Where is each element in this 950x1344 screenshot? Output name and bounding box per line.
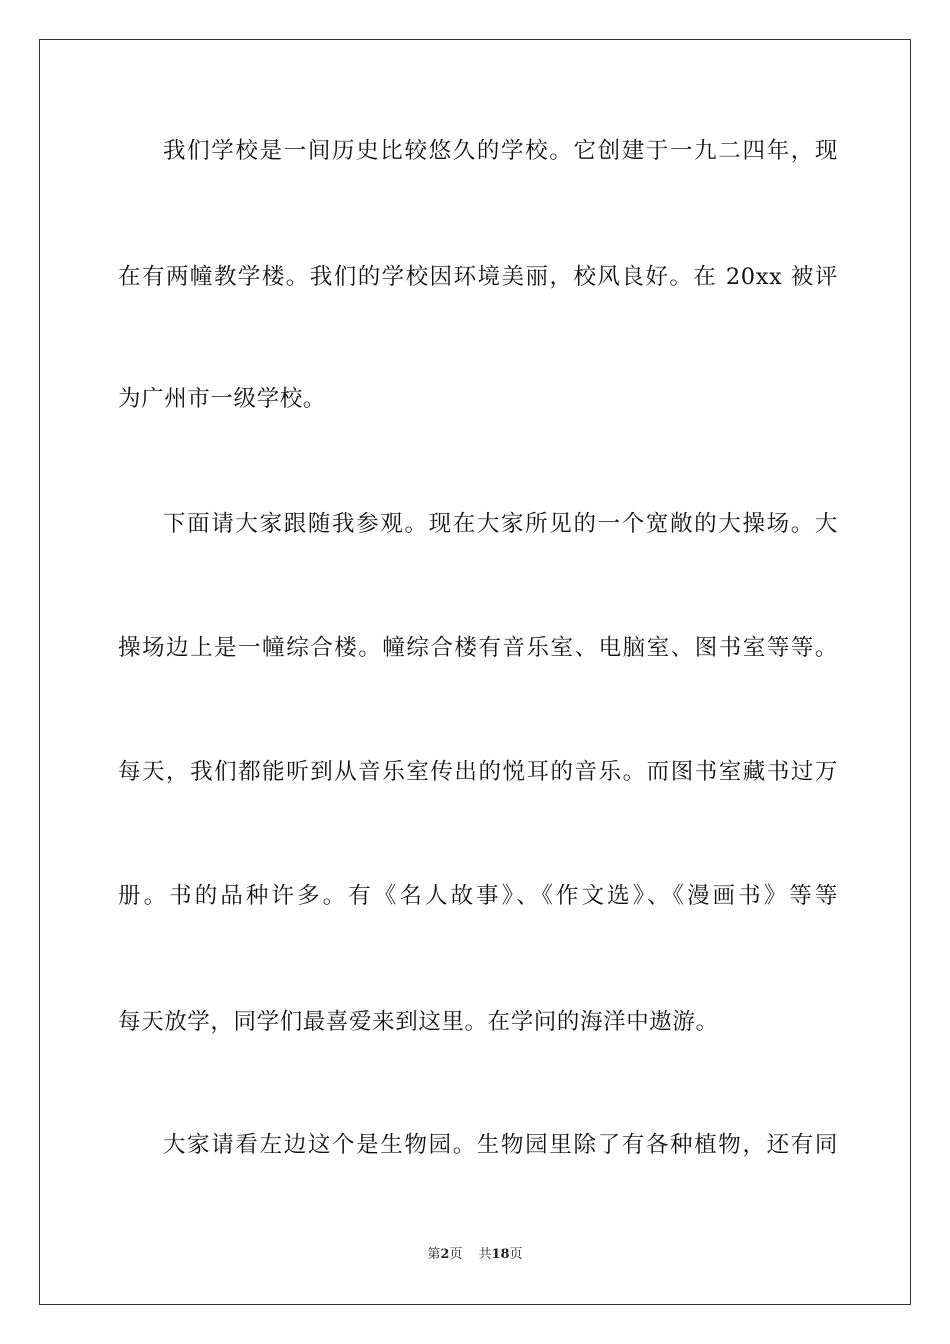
page-prefix: 第: [427, 1247, 441, 1262]
paragraph-2-line-1: 下面请大家跟随我参观。现在大家所见的一个宽敞的大操场。大: [163, 511, 838, 537]
total-pages: 18: [491, 1247, 510, 1262]
total-prefix: 共: [478, 1247, 492, 1262]
paragraph-2-line-4: 册。书的品种许多。有《名人故事》、《作文选》、《漫画书》等等: [118, 883, 838, 909]
paragraph-3-line-1: 大家请看左边这个是生物园。生物园里除了有各种植物，还有同: [163, 1132, 838, 1158]
page-footer: [0, 1246, 950, 1264]
total-suffix: 页: [509, 1247, 523, 1262]
paragraph-1-line-2: 在有两幢教学楼。我们的学校因环境美丽，校风良好。在 20xx 被评: [118, 264, 838, 290]
paragraph-1-line-3: 为广州市一级学校。: [118, 386, 326, 412]
paragraph-2-line-5: 每天放学，同学们最喜爱来到这里。在学问的海洋中遨游。: [118, 1009, 719, 1035]
paragraph-2-line-3: 每天，我们都能听到从音乐室传出的悦耳的音乐。而图书室藏书过万: [118, 759, 838, 785]
page-border: [39, 39, 911, 1305]
paragraph-1-line-1: 我们学校是一间历史比较悠久的学校。它创建于一九二四年，现: [163, 138, 838, 164]
page-number: 2: [440, 1247, 450, 1262]
paragraph-2-line-2: 操场边上是一幢综合楼。幢综合楼有音乐室、电脑室、图书室等等。: [118, 635, 838, 661]
page-suffix: 页: [449, 1247, 463, 1262]
